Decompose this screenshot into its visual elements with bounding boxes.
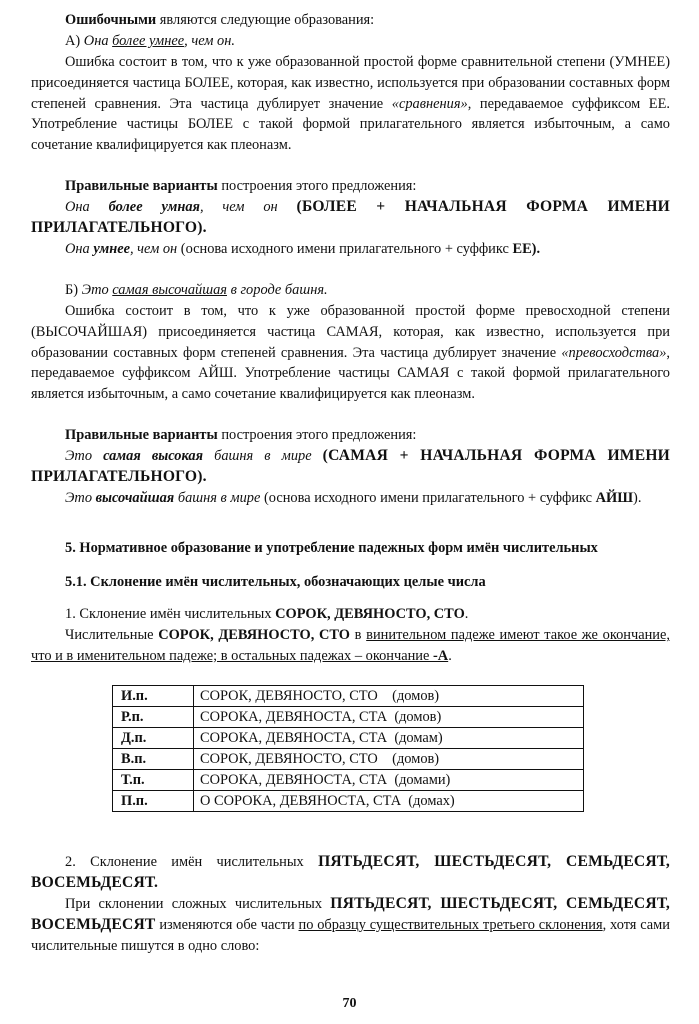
table-row [113,728,584,749]
case-forms: СОРОК, ДЕВЯНОСТО, СТО (домов) [194,686,584,707]
error-explanation-b: Ошибка состоит в том, что к уже образованной простой форме превосходной степени (ВЫСОЧАЙШАЯ) присоединяется частица САМАЯ, которая, как известно, используется при образовании составных форм степеней сравнения. Эта частица дублирует значение «превосходства», передаваемое суффиксом АЙШ. Употребление частицы САМАЯ с такой формой прилагательного является избыточным, а само сочетание квалифицируется как плеоназм. [31,303,670,403]
correct-heading-a: Правильные варианты построения этого предложения: [65,178,417,194]
table-row [113,686,584,707]
case-forms: СОРОКА, ДЕВЯНОСТА, СТА (домами) [194,770,584,791]
table-row [113,791,584,812]
correct-variant-b2: Это высочайшая башня в мире (основа исходного имени прилагательного + суффикс АЙШ). [65,490,642,506]
declension-table [112,685,584,812]
correct-variant-a1: Она более умная, чем он (БОЛЕЕ + НАЧАЛЬНАЯ ФОРМА ИМЕНИ ПРИЛАГАТЕЛЬНОГО). [31,198,670,236]
case-label: И.п. [113,686,194,707]
table-row [113,770,584,791]
case-label: П.п. [113,791,194,812]
case-forms: СОРОКА, ДЕВЯНОСТА, СТА (домов) [194,707,584,728]
case-label: Д.п. [113,728,194,749]
case-label: В.п. [113,749,194,770]
error-example-b: Б) Это самая высочайшая в городе башня. [65,282,328,298]
table-row [113,749,584,770]
case-forms: СОРОКА, ДЕВЯНОСТА, СТА (домам) [194,728,584,749]
error-example-a: А) Она более умнее, чем он. [65,33,235,49]
case-forms: СОРОК, ДЕВЯНОСТО, СТО (домов) [194,749,584,770]
item1-heading: 1. Склонение имён числительных СОРОК, ДЕВЯНОСТО, СТО. [65,606,469,622]
item2-rule: При склонении сложных числительных ПЯТЬДЕСЯТ, ШЕСТЬДЕСЯТ, СЕМЬДЕСЯТ, ВОСЕМЬДЕСЯТ изменяются обе части по образцу существительных третьего склонения, хотя сами числительные пишутся в одно слово: [31,895,670,954]
item1-rule: Числительные СОРОК, ДЕВЯНОСТО, СТО в винительном падеже имеют такое же окончание, что и в именительном падеже; в остальных падежах – окончание -А. [31,627,670,664]
error-intro: Ошибочными являются следующие образования: [65,12,375,28]
case-label: Т.п. [113,770,194,791]
subsection-title: 5.1. Склонение имён числительных, обозначающих целые числа [65,574,486,590]
correct-variant-a2: Она умнее, чем он (основа исходного имени прилагательного + суффикс ЕЕ). [65,241,541,257]
page-number: 70 [342,996,357,1011]
error-explanation-a: Ошибка состоит в том, что к уже образованной простой форме сравнительной степени (УМНЕЕ) присоединяется частица БОЛЕЕ, которая, как известно, используется при образовании составных форм степеней сравнения. Эта частица дублирует значение «сравнения», передаваемое суффиксом ЕЕ. Употребление частицы БОЛЕЕ с такой формой прилагательного является избыточным, а само сочетание квалифицируется как плеоназм. [31,54,670,154]
table-row [113,707,584,728]
correct-variant-b1: Это самая высокая башня в мире (САМАЯ + НАЧАЛЬНАЯ ФОРМА ИМЕНИ ПРИЛАГАТЕЛЬНОГО). [31,447,670,485]
item2-heading: 2. Склонение имён числительных ПЯТЬДЕСЯТ, ШЕСТЬДЕСЯТ, СЕМЬДЕСЯТ, ВОСЕМЬДЕСЯТ. [31,853,670,891]
section-title: 5. Нормативное образование и употребление падежных форм имён числительных [65,540,598,556]
case-forms: О СОРОКА, ДЕВЯНОСТА, СТА (домах) [194,791,584,812]
correct-heading-b: Правильные варианты построения этого предложения: [65,427,417,443]
case-label: Р.п. [113,707,194,728]
